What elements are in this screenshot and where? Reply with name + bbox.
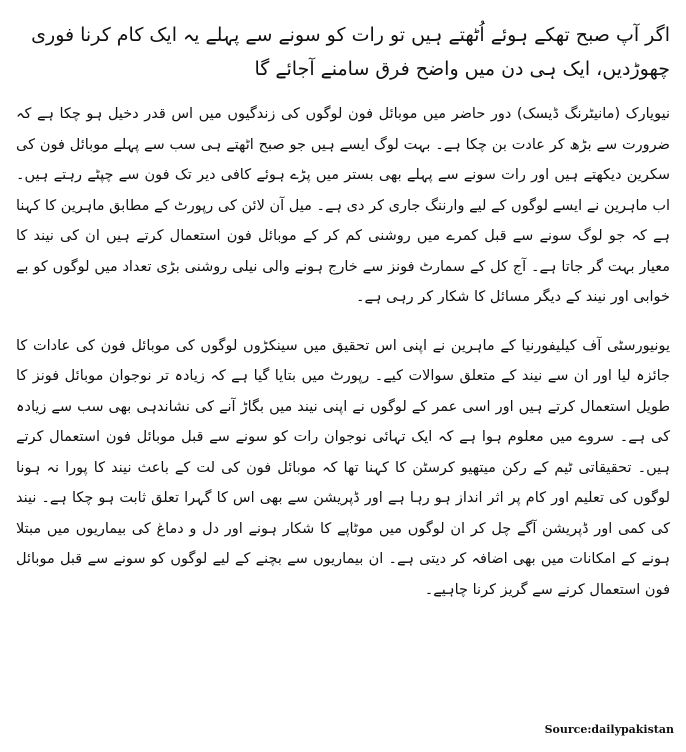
article-paragraph-1: نیویارک (مانیٹرنگ ڈیسک) دور حاضر میں موبائل فون لوگوں کی زندگیوں میں اس قدر دخیل ہو چکا ہے کہ ضرورت سے بڑھ کر عادت بن چکا ہے۔ بہت لوگ ایسے ہیں جو صبح اٹھتے ہی سب سے پہلے موبائل فون کی سکرین دیکھتے ہیں اور رات سونے سے پہلے بھی بستر میں پڑے ہوئے کافی دیر تک فون سے چپٹے رہتے ہیں۔ اب ماہرین نے ایسے لوگوں کے لیے وارننگ جاری کر دی ہے۔ میل آن لائن کی رپورٹ کے مطابق ماہرین کا کہنا ہے کہ جو لوگ سونے سے قبل کمرے میں روشنی کم کر کے موبائل فون استعمال کرتے ہیں ان کی نیند کا معیار بہت گر جاتا ہے۔ آج کل کے سمارٹ فونز سے خارج ہونے والی نیلی روشنی بڑی تعداد میں لوگوں کو بے خوابی اور نیند کے دیگر مسائل کا شکار کر رہی ہے۔	[16, 106, 670, 305]
source-credit: Source:dailypakistan	[544, 723, 674, 736]
article-headline: اگر آپ صبح تھکے ہوئے اُٹھتے ہیں تو رات کو سونے سے پہلے یہ ایک کام کرنا فوری چھوڑدیں، ایک ہی دن میں واضح فرق سامنے آجائے گا	[31, 24, 670, 80]
article-paragraph-2: یونیورسٹی آف کیلیفورنیا کے ماہرین نے اپنی اس تحقیق میں سینکڑوں لوگوں کی موبائل فون کی عادات کا جائزہ لیا اور ان سے نیند کے متعلق سوالات کیے۔ رپورٹ میں بتایا گیا ہے کہ زیادہ تر نوجوان موبائل فونز کا طویل استعمال کرتے ہیں اور اسی عمر کے لوگوں نے اپنی نیند میں بگاڑ آنے کی نشاندہی بھی سب سے زیادہ کی ہے۔ سروے میں معلوم ہوا ہے کہ ایک تہائی نوجوان رات کو سونے سے قبل موبائل فون استعمال کرتے ہیں۔ تحقیقاتی ٹیم کے رکن میتھیو کرسٹن کا کہنا تھا کہ موبائل فون کی لت کے باعث نیند کا پورا نہ ہونا لوگوں کی تعلیم اور کام پر اثر انداز ہو رہا ہے اور ڈپریشن سے بھی اس کا گہرا تعلق ثابت ہو چکا ہے۔ نیند کی کمی اور ڈپریشن آگے چل کر ان لوگوں میں موٹاپے کا شکار ہونے اور دل و دماغ کی بیماریوں میں مبتلا ہونے کے امکانات میں بھی اضافہ کر دیتی ہے۔ ان بیماریوں سے بچنے کے لیے لوگوں کو سونے سے قبل موبائل فون استعمال کرنے سے گریز کرنا چاہیے۔	[16, 337, 670, 598]
